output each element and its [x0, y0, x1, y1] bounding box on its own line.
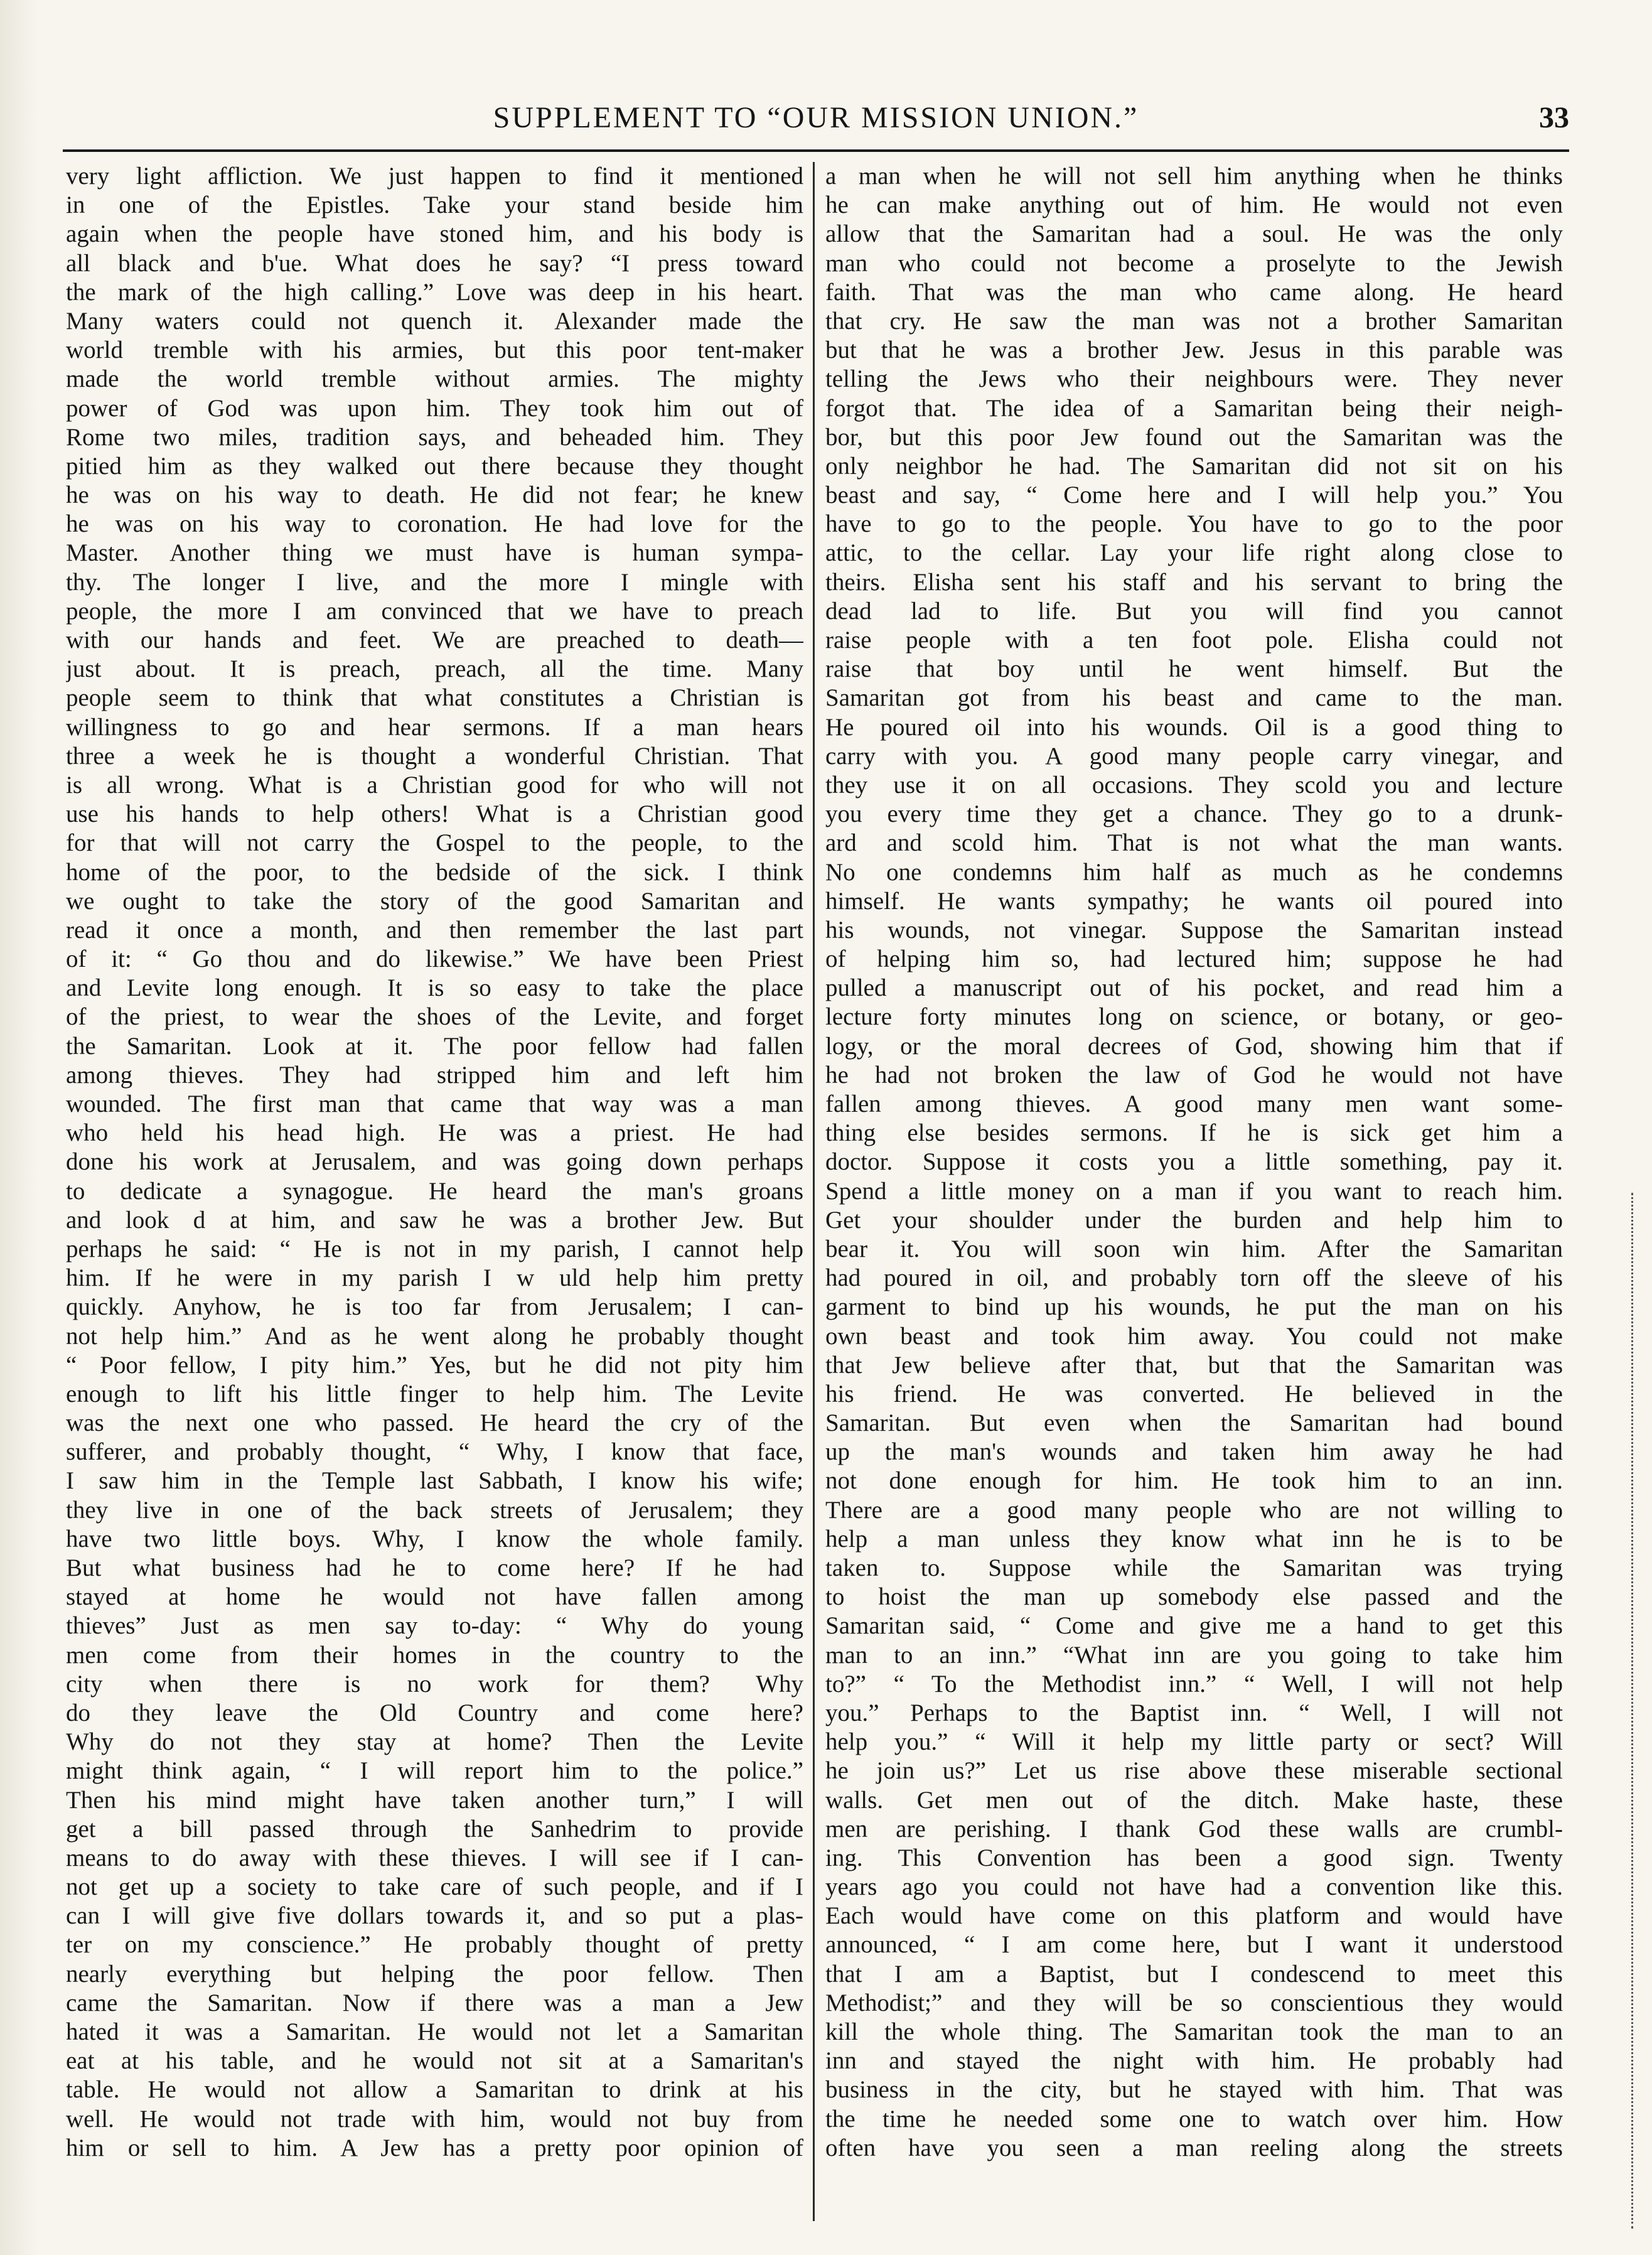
text-line: fallen among thieves. A good many men want some- [825, 1090, 1563, 1117]
text-line: up the man's wounds and taken him away he had [825, 1438, 1563, 1466]
text-line: among thieves. They had stripped him and left him [66, 1061, 803, 1089]
text-line: help you.” “ Will it help my little party or sect? Will [825, 1728, 1563, 1756]
text-line: a man when he will not sell him anything when he thinks [825, 163, 1563, 190]
text-line: for that will not carry the Gospel to the people, to the [66, 829, 803, 857]
text-line: with our hands and feet. We are preached to death— [66, 627, 803, 654]
text-line: inn and stayed the night with him. He probably had [825, 2047, 1563, 2075]
text-line: of helping him so, had lectured him; suppose he had [825, 945, 1563, 973]
text-line: came the Samaritan. Now if there was a man a Jew [66, 1989, 803, 2016]
text-line: Samaritan. But even when the Samaritan had bound [825, 1409, 1563, 1437]
text-line: his wounds, not vinegar. Suppose the Samaritan instead [825, 916, 1563, 944]
text-line: have two little boys. Why, I know the whole family. [66, 1525, 803, 1553]
text-line: men come from their homes in the country to the [66, 1641, 803, 1669]
text-line: hated it was a Samaritan. He would not let a Samaritan [66, 2018, 803, 2045]
text-line: himself. He wants sympathy; he wants oil poured into [825, 887, 1563, 915]
text-line: Spend a little money on a man if you want to reach him. [825, 1177, 1563, 1205]
text-line: him or sell to him. A Jew has a pretty poor opinion of [66, 2134, 803, 2161]
text-line: bor, but this poor Jew found out the Samaritan was the [825, 423, 1563, 451]
header-rule [63, 149, 1569, 152]
text-line: do they leave the Old Country and come here? [66, 1699, 803, 1726]
text-line: He poured oil into his wounds. Oil is a good thing to [825, 713, 1563, 741]
text-line: ter on my conscience.” He probably thought of pretty [66, 1931, 803, 1959]
text-line: might think again, “ I will report him to the police.” [66, 1757, 803, 1785]
text-line: who held his head high. He was a priest. He had [66, 1119, 803, 1147]
text-line: Samaritan said, “ Come and give me a hand to get this [825, 1612, 1563, 1640]
text-line: eat at his table, and he would not sit at a Samaritan's [66, 2047, 803, 2075]
binding-marks [1619, 1193, 1633, 2229]
text-line: means to do away with these thieves. I will see if I can- [66, 1844, 803, 1871]
text-line: three a week he is thought a wonderful Christian. That [66, 742, 803, 770]
text-line: beast and say, “ Come here and I will help you.” You [825, 482, 1563, 509]
text-line: often have you seen a man reeling along the streets [825, 2134, 1563, 2161]
text-line: all black and b'ue. What does he say? “I press toward [66, 249, 803, 277]
text-line: carry with you. A good many people carry vinegar, and [825, 742, 1563, 770]
page-edge [0, 0, 38, 2255]
running-head: SUPPLEMENT TO “OUR MISSION UNION.” [493, 101, 1139, 134]
text-line: Why do not they stay at home? Then the Levite [66, 1728, 803, 1756]
text-line: in one of the Epistles. Take your stand beside him [66, 191, 803, 219]
text-line: power of God was upon him. They took him out of [66, 394, 803, 422]
text-line: well. He would not trade with him, would not buy from [66, 2105, 803, 2133]
text-line: Each would have come on this platform and would have [825, 1902, 1563, 1930]
text-line: that Jew believe after that, but that the Samaritan was [825, 1351, 1563, 1379]
text-line: “ Poor fellow, I pity him.” Yes, but he did not pity him [66, 1351, 803, 1379]
text-line: men are perishing. I thank God these walls are crumbl- [825, 1815, 1563, 1843]
text-line: use his hands to help others! What is a Christian good [66, 800, 803, 828]
text-line: and Levite long enough. It is so easy to take the place [66, 974, 803, 1002]
text-line: you every time they get a chance. They go to a drunk- [825, 800, 1563, 828]
text-line: raise that boy until he went himself. But the [825, 655, 1563, 683]
text-line: But what business had he to come here? If he had [66, 1554, 803, 1581]
text-line: doctor. Suppose it costs you a little something, pay it. [825, 1148, 1563, 1176]
text-line: sufferer, and probably thought, “ Why, I know that face, [66, 1438, 803, 1466]
text-line: bear it. You will soon win him. After the Samaritan [825, 1235, 1563, 1262]
text-line: attic, to the cellar. Lay your life right along close to [825, 539, 1563, 567]
text-line: to dedicate a synagogue. He heard the man's groans [66, 1177, 803, 1205]
text-line: thieves” Just as men say to-day: “ Why do young [66, 1612, 803, 1640]
text-line: again when the people have stoned him, and his body is [66, 220, 803, 248]
text-line: people, the more I am convinced that we have to preach [66, 597, 803, 625]
text-line: Get your shoulder under the burden and help him to [825, 1206, 1563, 1234]
text-line: willingness to go and hear sermons. If a man hears [66, 713, 803, 741]
text-line: and look d at him, and saw he was a brother Jew. But [66, 1206, 803, 1234]
text-line: years ago you could not have had a convention like this. [825, 1873, 1563, 1901]
text-line: quickly. Anyhow, he is too far from Jerusalem; I can- [66, 1293, 803, 1321]
text-line: only neighbor he had. The Samaritan did not sit on his [825, 452, 1563, 480]
text-line: ard and scold him. That is not what the man wants. [825, 829, 1563, 857]
text-line: man to an inn.” “What inn are you going to take him [825, 1641, 1563, 1669]
text-line: Master. Another thing we must have is human sympa- [66, 539, 803, 567]
text-line: that I am a Baptist, but I condescend to meet this [825, 1960, 1563, 1988]
text-line: they use it on all occasions. They scold you and lecture [825, 771, 1563, 799]
text-line: just about. It is preach, preach, all the time. Many [66, 655, 803, 683]
text-line: faith. That was the man who came along. He heard [825, 278, 1563, 306]
text-line: Many waters could not quench it. Alexander made the [66, 307, 803, 335]
text-line: enough to lift his little finger to help him. The Levite [66, 1380, 803, 1407]
text-line: thing else besides sermons. If he is sick get him a [825, 1119, 1563, 1147]
text-line: help a man unless they know what inn he is to be [825, 1525, 1563, 1553]
text-line: No one condemns him half as much as he condemns [825, 858, 1563, 886]
text-line: business in the city, but he stayed with him. That was [825, 2076, 1563, 2104]
text-line: stayed at home he would not have fallen among [66, 1583, 803, 1611]
page-header [63, 93, 1569, 143]
text-line: table. He would not allow a Samaritan to drink at his [66, 2076, 803, 2104]
text-line: done his work at Jerusalem, and was going down perhaps [66, 1148, 803, 1176]
text-line: we ought to take the story of the good Samaritan and [66, 887, 803, 915]
text-line: made the world tremble without armies. The mighty [66, 365, 803, 393]
text-line: theirs. Elisha sent his staff and his servant to bring the [825, 568, 1563, 596]
text-line: allow that the Samaritan had a soul. He was the only [825, 220, 1563, 248]
text-line: was the next one who passed. He heard the cry of the [66, 1409, 803, 1437]
text-line: logy, or the moral decrees of God, showing him that if [825, 1032, 1563, 1060]
text-line: read it once a month, and then remember the last part [66, 916, 803, 944]
text-line: him. If he were in my parish I w uld help him pretty [66, 1264, 803, 1292]
text-line: to?” “ To the Methodist inn.” “ Well, I will not help [825, 1670, 1563, 1698]
text-line: Rome two miles, tradition says, and beheaded him. They [66, 423, 803, 451]
text-line: he join us?” Let us rise above these miserable sectional [825, 1757, 1563, 1785]
text-line: the Samaritan. Look at it. The poor fellow had fallen [66, 1032, 803, 1060]
text-line: lecture forty minutes long on science, or botany, or geo- [825, 1003, 1563, 1031]
text-line: I saw him in the Temple last Sabbath, I know his wife; [66, 1467, 803, 1495]
page-number: 33 [1539, 101, 1569, 134]
text-line: Samaritan got from his beast and came to the man. [825, 684, 1563, 712]
text-line: world tremble with his armies, but this poor tent-maker [66, 336, 803, 364]
text-line: he was on his way to coronation. He had love for the [66, 510, 803, 538]
text-line: the mark of the high calling.” Love was deep in his heart. [66, 278, 803, 306]
text-line: There are a good many people who are not willing to [825, 1496, 1563, 1524]
text-line: he had not broken the law of God he would not have [825, 1061, 1563, 1089]
text-line: of it: “ Go thou and do likewise.” We have been Priest [66, 945, 803, 973]
text-line: his friend. He was converted. He believed in the [825, 1380, 1563, 1407]
text-line: ing. This Convention has been a good sign. Twenty [825, 1844, 1563, 1871]
text-line: garment to bind up his wounds, he put the man on his [825, 1293, 1563, 1321]
right-column [825, 162, 1563, 2221]
text-line: people seem to think that what constitutes a Christian is [66, 684, 803, 712]
text-line: raise people with a ten foot pole. Elisha could not [825, 627, 1563, 654]
text-line: he can make anything out of him. He would not even [825, 191, 1563, 219]
text-line: but that he was a brother Jew. Jesus in this parable was [825, 336, 1563, 364]
text-line: announced, “ I am come here, but I want it understood [825, 1931, 1563, 1959]
text-line: man who could not become a proselyte to the Jewish [825, 249, 1563, 277]
text-line: pitied him as they walked out there because they thought [66, 452, 803, 480]
text-line: walls. Get men out of the ditch. Make haste, these [825, 1786, 1563, 1814]
text-line: Then his mind might have taken another turn,” I will [66, 1786, 803, 1814]
text-line: home of the poor, to the bedside of the sick. I think [66, 858, 803, 886]
text-line: very light affliction. We just happen to find it mentioned [66, 163, 803, 190]
column-divider [813, 162, 815, 2221]
text-line: forgot that. The idea of a Samaritan being their neigh- [825, 394, 1563, 422]
text-line: own beast and took him away. You could not make [825, 1322, 1563, 1350]
text-line: not done enough for him. He took him to an inn. [825, 1467, 1563, 1495]
left-column [66, 162, 803, 2221]
text-line: city when there is no work for them? Why [66, 1670, 803, 1698]
text-line: perhaps he said: “ He is not in my parish, I cannot help [66, 1235, 803, 1262]
text-line: kill the whole thing. The Samaritan took the man to an [825, 2018, 1563, 2045]
text-line: can I will give five dollars towards it, and so put a plas- [66, 1902, 803, 1930]
text-line: that cry. He saw the man was not a brother Samaritan [825, 307, 1563, 335]
text-line: nearly everything but helping the poor fellow. Then [66, 1960, 803, 1988]
text-line: not help him.” And as he went along he probably thought [66, 1322, 803, 1350]
text-line: have to go to the people. You have to go to the poor [825, 510, 1563, 538]
text-line: Methodist;” and they will be so conscientious they would [825, 1989, 1563, 2016]
text-line: he was on his way to death. He did not fear; he knew [66, 482, 803, 509]
text-line: of the priest, to wear the shoes of the Levite, and forget [66, 1003, 803, 1031]
text-line: not get up a society to take care of such people, and if I [66, 1873, 803, 1901]
text-line: had poured in oil, and probably torn off the sleeve of his [825, 1264, 1563, 1292]
text-line: dead lad to life. But you will find you cannot [825, 597, 1563, 625]
text-line: taken to. Suppose while the Samaritan was trying [825, 1554, 1563, 1581]
text-line: thy. The longer I live, and the more I mingle with [66, 568, 803, 596]
text-line: pulled a manuscript out of his pocket, and read him a [825, 974, 1563, 1002]
text-line: wounded. The first man that came that way was a man [66, 1090, 803, 1117]
text-line: you.” Perhaps to the Baptist inn. “ Well, I will not [825, 1699, 1563, 1726]
text-line: they live in one of the back streets of Jerusalem; they [66, 1496, 803, 1524]
text-line: telling the Jews who their neighbours were. They never [825, 365, 1563, 393]
text-line: the time he needed some one to watch over him. How [825, 2105, 1563, 2133]
text-line: get a bill passed through the Sanhedrim to provide [66, 1815, 803, 1843]
text-line: is all wrong. What is a Christian good for who will not [66, 771, 803, 799]
text-line: to hoist the man up somebody else passed and the [825, 1583, 1563, 1611]
